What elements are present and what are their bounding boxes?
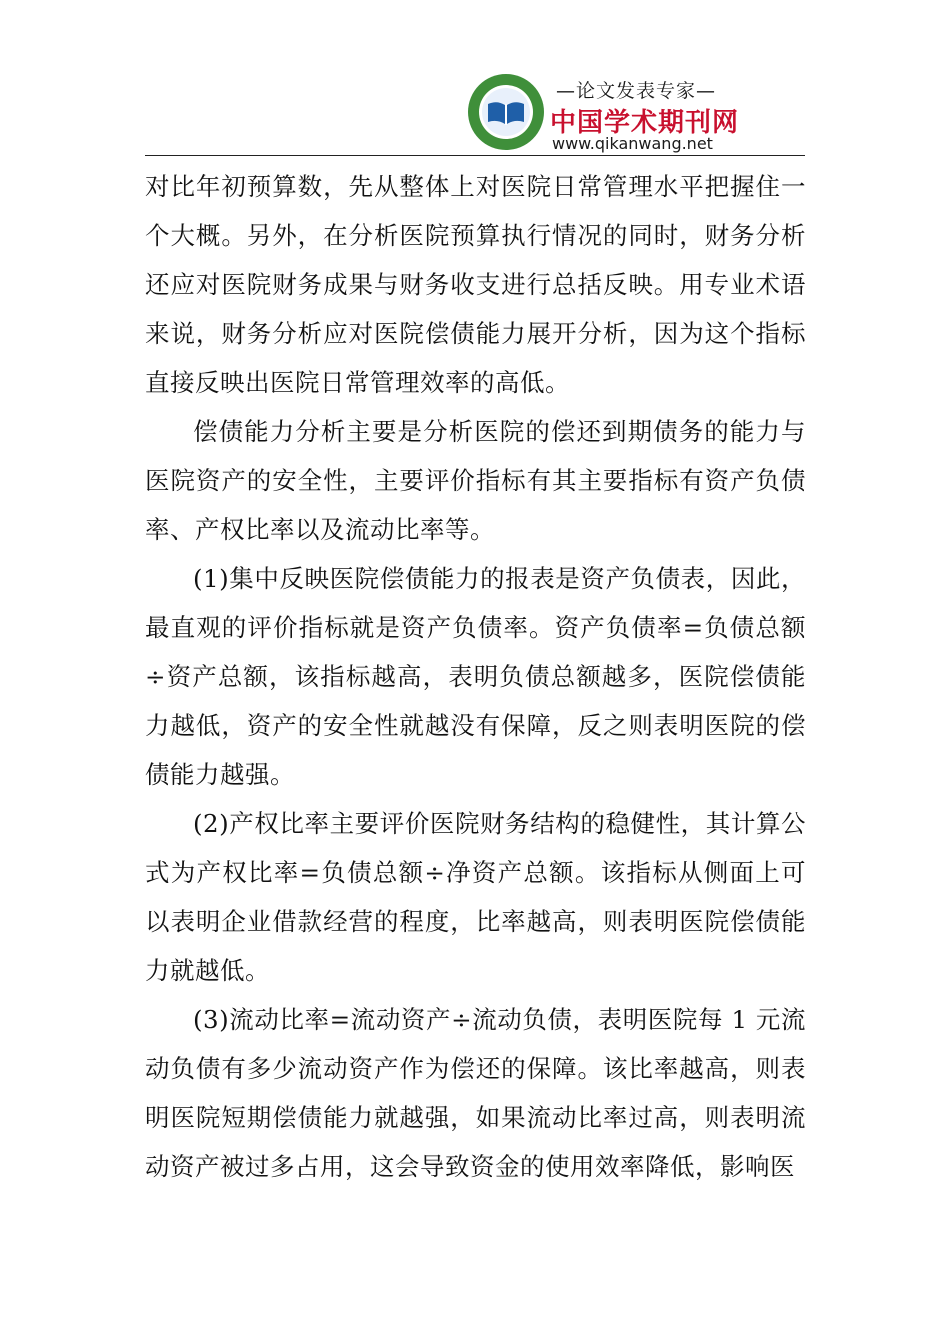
page-header: [0, 0, 950, 160]
paragraph-3: (1)集中反映医院偿债能力的报表是资产负债表，因此，最直观的评价指标就是资产负债率。资产负债率=负债总额÷资产总额，该指标越高，表明负债总额越多，医院偿债能力越低，资产的安全性就越没有保障，反之则表明医院的偿债能力越强。: [145, 564, 806, 789]
document-body: [145, 162, 806, 1191]
journal-seal-logo: [466, 72, 546, 152]
paragraph-5: (3)流动比率=流动资产÷流动负债，表明医院每 1 元流动负债有多少流动资产作为偿还的保障。该比率越高，则表明医院短期偿债能力就越强，如果流动比率过高，则表明流动资产被过多占用，这会导致资金的使用效率降低，影响医: [145, 1005, 806, 1181]
logo-url: www.qikanwang.net: [552, 134, 713, 153]
paragraph-4: (2)产权比率主要评价医院财务结构的稳健性，其计算公式为产权比率=负债总额÷净资产总额。该指标从侧面上可以表明企业借款经营的程度，比率越高，则表明医院偿债能力就越低。: [145, 809, 806, 985]
logo-name: 中国学术期刊网: [550, 108, 740, 138]
paragraph-2: 偿债能力分析主要是分析医院的偿还到期债务的能力与医院资产的安全性，主要评价指标有其主要指标有资产负债率、产权比率以及流动比率等。: [145, 417, 806, 544]
header-rule: [145, 155, 805, 156]
paragraph-1: 对比年初预算数，先从整体上对医院日常管理水平把握住一个大概。另外，在分析医院预算执行情况的同时，财务分析还应对医院财务成果与财务收支进行总括反映。用专业术语来说，财务分析应对医院偿债能力展开分析，因为这个指标直接反映出医院日常管理效率的高低。: [145, 172, 806, 397]
open-book-icon: [488, 102, 505, 124]
logo-tagline: —论文发表专家—: [556, 80, 717, 102]
